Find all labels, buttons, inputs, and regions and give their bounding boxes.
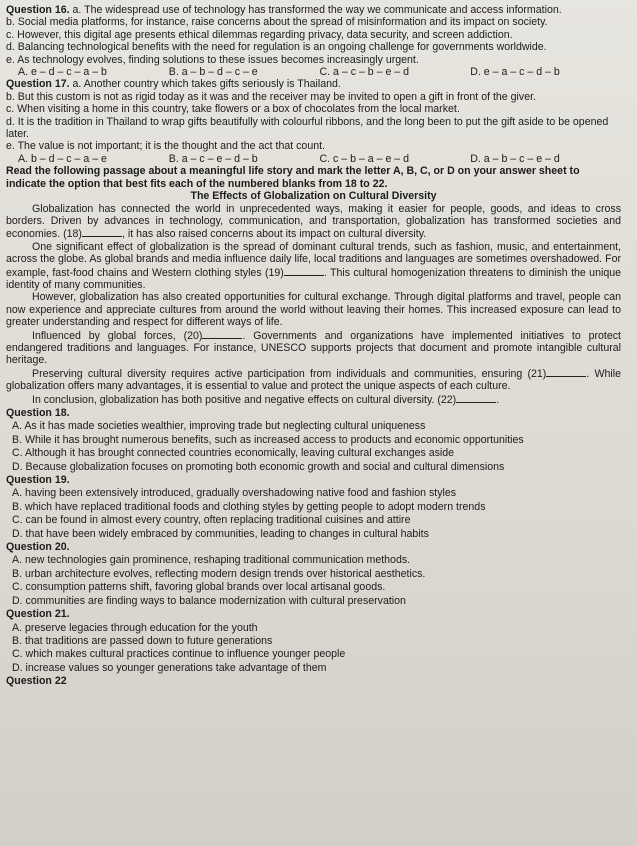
- option-d[interactable]: D. that have been widely embraced by communities, leading to changes in cultural habits: [12, 527, 429, 540]
- option-a[interactable]: A. preserve legacies through education for the youth: [12, 621, 258, 634]
- option-a[interactable]: A. e – d – c – a – b: [18, 66, 107, 79]
- sentence-e: e. As technology evolves, finding solutions to these issues becomes increasingly urgent.: [6, 53, 419, 66]
- question-label: Question 18.: [6, 407, 70, 419]
- sentence-a: a. Another country which takes gifts seriously is Thailand.: [72, 78, 341, 91]
- option-b[interactable]: B. which have replaced traditional foods and clothing styles by getting people to adopt modern trends: [12, 500, 486, 513]
- sentence-e: e. The value is not important; it is the thought and the act that count.: [6, 140, 325, 153]
- option-c[interactable]: C. c – b – a – e – d: [319, 152, 410, 165]
- blank-18[interactable]: [82, 227, 122, 237]
- question-label: Question 20.: [6, 541, 70, 554]
- answer-options: [6, 66, 621, 78]
- sentence-c: c. However, this digital age presents ethical dilemmas regarding privacy, data security, and screen addiction.: [6, 28, 513, 41]
- option-a[interactable]: A. new technologies gain prominence, reshaping traditional communication methods.: [12, 554, 411, 567]
- sentence-a: a. The widespread use of technology has transformed the way we communicate and access information.: [72, 4, 562, 16]
- option-c[interactable]: C. can be found in almost every country, often replacing traditional cuisines and attire: [12, 514, 411, 527]
- question-21: [6, 608, 621, 674]
- paragraph-1: Globalization has connected the world in unprecedented ways, making it easier for people, goods, and ideas to cross borders. Driven by advances in technology, communication, and transportation, globalization has transformed societies and economies. (18) , it has also raised concerns about its impact on cultural diversity.: [6, 202, 621, 241]
- blank-22[interactable]: [456, 393, 496, 403]
- option-d[interactable]: D. Because globalization focuses on promoting both economic growth and social and cultural dimensions: [12, 460, 505, 473]
- question-17: [6, 78, 621, 165]
- paragraph-3: However, globalization has also created opportunities for cultural exchange. Through digital platforms and travel, people can now experience and appreciate cultures from around the world without leaving their homes. This increased exposure can lead to greater understanding and respect for different ways of life.: [6, 291, 621, 329]
- question-16: [6, 4, 621, 78]
- sentence-d: d. It is the tradition in Thailand to wrap gifts beautifully with colourful ribbons, and the long been to put the gift aside to be opened later.: [6, 115, 609, 141]
- paragraph-4: Influenced by global forces, (20) . Governments and organizations have implemented initiatives to protect endangered traditions and languages. For instance, UNESCO supports projects that document and promote intangible cultural heritage.: [6, 329, 621, 367]
- paragraph-2: One significant effect of globalization is the spread of dominant cultural trends, such as fashion, music, and entertainment, across the globe. As global brands and media influence daily life, local traditions and languages are sometimes overshadowed. For example, fast-food chains and Western clothing styles (19) . This cultural homogenization threatens to diminish the unique identity of many communities.: [6, 240, 621, 291]
- option-d[interactable]: D. communities are finding ways to balance modernization with cultural preservation: [12, 594, 406, 607]
- question-label: Question 21.: [6, 608, 70, 621]
- option-b[interactable]: B. a – c – e – d – b: [168, 152, 258, 165]
- question-label: Question 16.: [6, 4, 70, 16]
- option-c[interactable]: C. which makes cultural practices continue to influence younger people: [12, 648, 346, 661]
- sentence-b: b. But this custom is not as rigid today as it was and the receiver may be invited to open a gift in front of the giver.: [6, 90, 536, 103]
- option-b[interactable]: B. urban architecture evolves, reflecting modern design trends over historical aesthetics.: [12, 567, 426, 580]
- question-18: [6, 407, 621, 473]
- question-label: Question 17.: [6, 78, 70, 91]
- instruction: Read the following passage about a meaningful life story and mark the letter A, B, C, or D on your answer sheet to indicate the option that best fits each of the numbered blanks from 18 to 22.: [6, 165, 580, 190]
- question-20: [6, 541, 621, 607]
- question-19: [6, 474, 621, 540]
- option-c[interactable]: C. Although it has brought connected countries economically, leaving cultural exchanges aside: [12, 447, 455, 460]
- sentence-b: b. Social media platforms, for instance, raise concerns about the spread of misinformation and its impact on society.: [6, 16, 548, 29]
- question-22-label: Question 22: [6, 675, 67, 688]
- passage-title: The Effects of Globalization on Cultural Diversity: [190, 190, 437, 203]
- option-d[interactable]: D. increase values so younger generations take advantage of them: [12, 661, 327, 674]
- sentence-d: d. Balancing technological benefits with the need for regulation is an ongoing challenge for governments worldwide.: [6, 41, 547, 54]
- passage: [6, 203, 621, 407]
- option-d[interactable]: D. e – a – c – d – b: [470, 66, 560, 79]
- option-d[interactable]: D. a – b – c – e – d: [470, 152, 560, 165]
- question-label: Question 19.: [6, 474, 70, 487]
- option-a[interactable]: A. having been extensively introduced, gradually overshadowing native food and fashion styles: [12, 487, 457, 500]
- blank-19[interactable]: [284, 266, 324, 276]
- answer-options: [6, 153, 621, 165]
- paragraph-6: In conclusion, globalization has both positive and negative effects on cultural diversity. (22) .: [32, 393, 500, 406]
- blank-21[interactable]: [546, 367, 586, 377]
- option-b[interactable]: B. While it has brought numerous benefits, such as increased access to products and economic opportunities: [12, 433, 524, 446]
- sentence-c: c. When visiting a home in this country, take flowers or a box of chocolates from the local market.: [6, 103, 460, 116]
- option-a[interactable]: A. As it has made societies wealthier, improving trade but neglecting cultural uniqueness: [12, 420, 426, 433]
- blank-20[interactable]: [202, 329, 242, 339]
- option-b[interactable]: B. a – b – d – c – e: [168, 66, 258, 79]
- option-c[interactable]: C. a – c – b – e – d: [319, 66, 410, 79]
- paragraph-5: Preserving cultural diversity requires active participation from individuals and communities, ensuring (21) . While globalization offers many advantages, it is essential to value and protect the unique aspects of each culture.: [6, 367, 621, 393]
- option-a[interactable]: A. b – d – c – a – e: [18, 152, 107, 165]
- option-b[interactable]: B. that traditions are passed down to future generations: [12, 634, 273, 647]
- option-c[interactable]: C. consumption patterns shift, favoring global brands over local artisanal goods.: [12, 581, 386, 594]
